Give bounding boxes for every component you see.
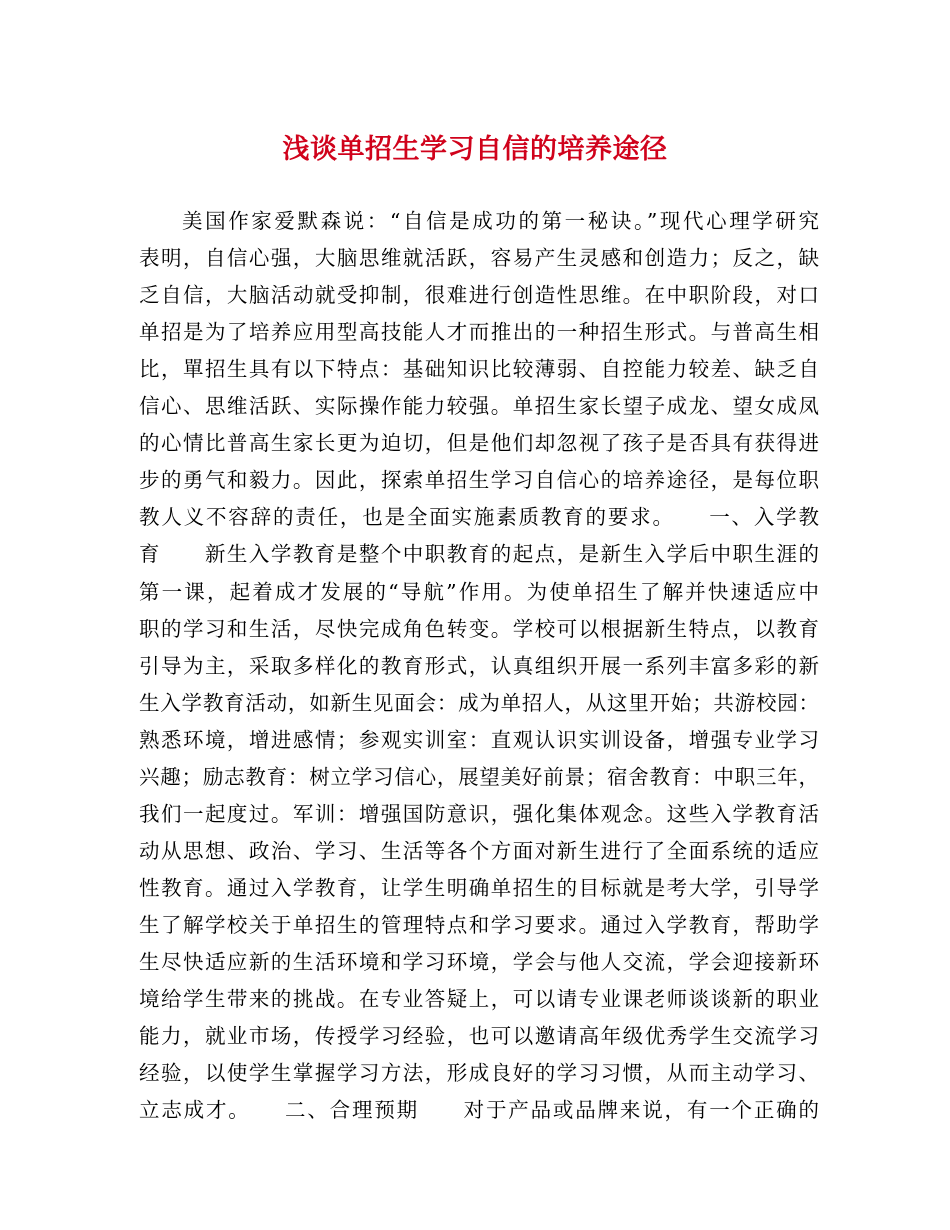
body-text-line: 熟悉环境，增进感情；参观实训室：直观认识实训设备，增强专业学习 xyxy=(139,727,819,752)
body-text-line: 生尽快适应新的生活环境和学习环境，学会与他人交流，学会迎接新环 xyxy=(139,950,819,974)
body-text-line: 表明，自信心强，大脑思维就活跃，容易产生灵感和创造力；反之，缺 xyxy=(139,246,819,271)
body-text-line: 第一课，起着成才发展的“导航”作用。为使单招生了解并快速适应中 xyxy=(139,579,819,604)
body-text-line: 经验，以使学生掌握学习方法，形成良好的学习习惯，从而主动学习、 xyxy=(139,1061,819,1086)
body-text-line: 兴趣；励志教育：树立学习信心，展望美好前景；宿舍教育：中职三年， xyxy=(139,764,819,789)
body-text-line: 单招是为了培养应用型高技能人才而推出的一种招生形式。与普高生相 xyxy=(139,320,819,345)
document-title: 浅谈单招生学习自信的培养途径 xyxy=(282,134,668,165)
body-text-line: 性教育。通过入学教育，让学生明确单招生的目标就是考大学，引导学 xyxy=(139,875,819,900)
body-text-line: 步的勇气和毅力。因此，探索单招生学习自信心的培养途径，是每位职 xyxy=(139,468,819,493)
body-text-line: 乏自信，大脑活动就受抑制，很难进行创造性思维。在中职阶段，对口 xyxy=(139,283,819,308)
body-text-line: 能力，就业市场，传授学习经验，也可以邀请高年级优秀学生交流学习 xyxy=(139,1024,819,1049)
body-text-line: 生入学教育活动，如新生见面会：成为单招人，从这里开始；共游校园： xyxy=(139,690,819,715)
body-text-line: 立志成才。 二、合理预期 对于产品或品牌来说，有一个正确的 xyxy=(139,1098,819,1123)
body-text-line: 信心、思维活跃、实际操作能力较强。单招生家长望子成龙、望女成凤 xyxy=(139,394,819,419)
body-text-line: 引导为主，采取多样化的教育形式，认真组织开展一系列丰富多彩的新 xyxy=(139,653,819,678)
body-text-line: 动从思想、政治、学习、生活等各个方面对新生进行了全面系统的适应 xyxy=(139,838,819,863)
body-text-line: 的心情比普高生家长更为迫切，但是他们却忽视了孩子是否具有获得进 xyxy=(139,431,819,456)
body-text-line: 我们一起度过。军训：增强国防意识，强化集体观念。这些入学教育活 xyxy=(139,801,819,826)
body-text-line: 比，單招生具有以下特点：基础知识比较薄弱、自控能力较差、缺乏自 xyxy=(139,357,819,382)
body-text-line: 美国作家爱默森说：“自信是成功的第一秘诀。”现代心理学研究 xyxy=(182,209,819,233)
body-text-line: 育 新生入学教育是整个中职教育的起点，是新生入学后中职生涯的 xyxy=(139,542,819,567)
body-text-line: 境给学生带来的挑战。在专业答疑上，可以请专业课老师谈谈新的职业 xyxy=(139,987,819,1012)
body-text-line: 职的学习和生活，尽快完成角色转变。学校可以根据新生特点，以教育 xyxy=(139,616,819,641)
body-text-line: 教人义不容辞的责任，也是全面实施素质教育的要求。 一、入学教 xyxy=(139,505,819,530)
body-text-line: 生了解学校关于单招生的管理特点和学习要求。通过入学教育，帮助学 xyxy=(139,912,819,937)
